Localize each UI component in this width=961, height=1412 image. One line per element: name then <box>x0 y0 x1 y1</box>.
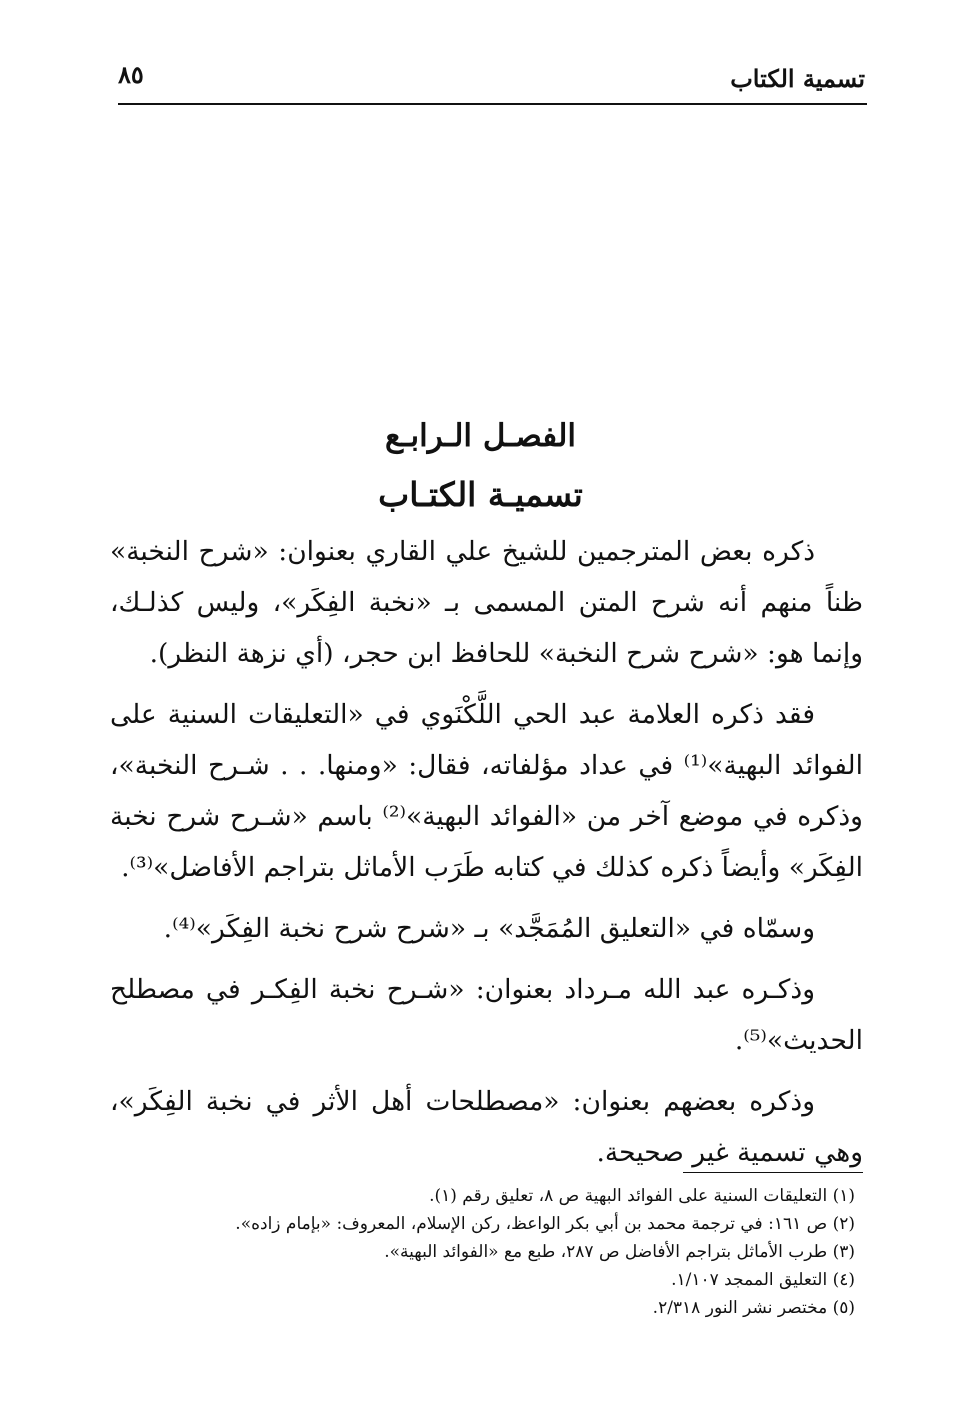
footnote: (٥) مختصر نشر النور ٢/٣١٨. <box>652 1298 855 1318</box>
footnotes <box>110 1182 855 1322</box>
paragraph: فقد ذكره العلامة عبد الحي اللَّكْنَوي في «التعليقات السنية على الفوائد البهية»⁽¹⁾ في عداد مؤلفاته، فقال: «ومنها. . . شـرح النخبة»، وذكره في موضع آخر من «الفوائد البهية»⁽²⁾ باسم «شـرح شرح نخبة الفِكَر» وأيضاً ذكره كذلك في كتابه طَرَب الأماثل بتراجم الأفاضل»⁽³⁾. <box>110 699 863 883</box>
footnote-rule <box>683 1172 863 1173</box>
header-rule <box>118 103 867 105</box>
body-text <box>110 526 863 1188</box>
footnote: (١) التعليقات السنية على الفوائد البهية ص ٨، تعليق رقم (١). <box>429 1186 855 1206</box>
footnote: (٣) طرب الأماثل بتراجم الأفاضل ص ٢٨٧، طبع مع «الفوائد البهية». <box>384 1242 855 1262</box>
footnote: (٢) ص ١٦١: في ترجمة محمد بن أبي بكر الواعظ، ركن الإسلام، المعروف: «بإمام زاده». <box>235 1214 855 1234</box>
paragraph: ذكره بعض المترجمين للشيخ علي القاري بعنوان: «شرح النخبة» ظناً منهم أنه شرح المتن المسمى بـ «نخبة الفِكَر»، وليس كذلـك، وإنما هو: «شرح شرح النخبة» للحافظ ابن حجر، (أي نزهة النظر). <box>110 536 863 669</box>
page-number: ٨٥ <box>118 60 144 89</box>
running-title: تسمية الكتاب <box>730 64 865 93</box>
paragraph: وسمّاه في «التعليق المُمَجَّد» بـ «شرح شرح نخبة الفِكَر»⁽⁴⁾. <box>163 913 815 944</box>
chapter-title: تسميـة الكتـاب <box>378 475 583 514</box>
paragraph: وذكـره عبد الله مـرداد بعنوان: «شـرح نخبة الفِكـر في مصطلح الحديث»⁽⁵⁾. <box>110 974 863 1056</box>
chapter-label: الفصـل الـرابـع <box>384 418 577 454</box>
paragraph: وذكره بعضهم بعنوان: «مصطلحات أهل الأثر في نخبة الفِكَر»، وهي تسمية غير صحيحة. <box>110 1086 863 1168</box>
footnote: (٤) التعليق الممجد ١/١٠٧. <box>671 1270 855 1290</box>
